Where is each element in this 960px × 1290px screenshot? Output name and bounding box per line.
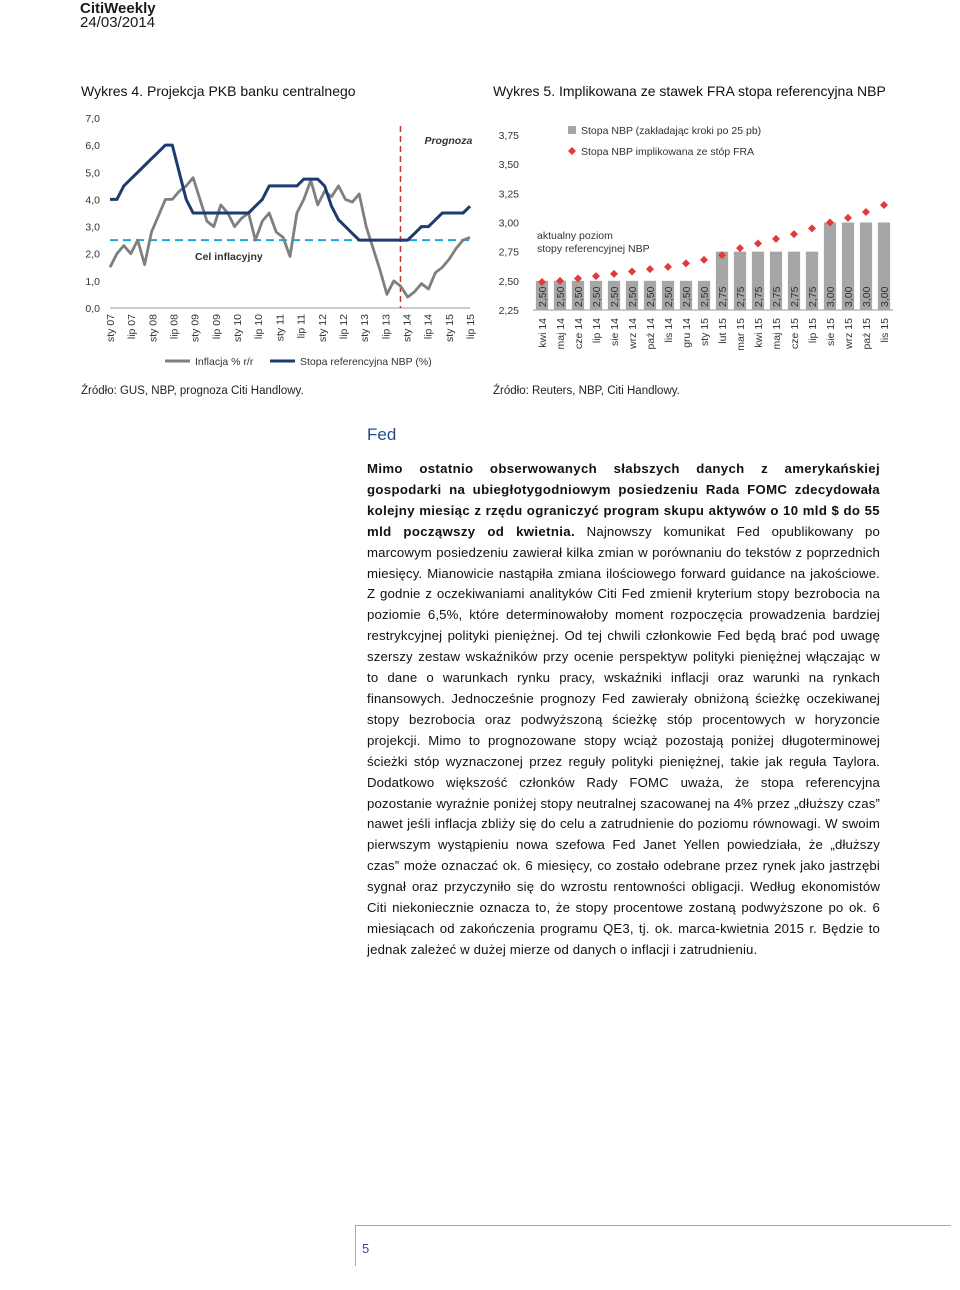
x-tick-label: kwi 14 [537, 318, 549, 348]
y-tick-label: 2,50 [498, 275, 519, 288]
y-tick-label: 3,50 [498, 159, 519, 172]
fra-point [700, 256, 708, 264]
y-tick-label: 2,75 [498, 246, 519, 259]
y-tick-label: 4,0 [85, 194, 100, 207]
x-tick-label: gru 14 [681, 318, 693, 348]
x-tick-label: sty 08 [147, 314, 160, 343]
legend-swatch-bars [568, 126, 576, 134]
bar-value-label: 2,50 [573, 286, 585, 307]
legend-label-nbp-rate: Stopa referencyjna NBP (%) [300, 356, 432, 368]
x-tick-label: lip 13 [380, 314, 393, 340]
x-tick-label: wrz 15 [843, 318, 855, 349]
page-footer-frame [355, 1225, 951, 1266]
x-tick-label: sty 13 [359, 314, 372, 343]
y-tick-label: 3,75 [498, 130, 519, 142]
bar-value-label: 2,50 [555, 286, 567, 307]
x-tick-label: maj 14 [555, 318, 567, 350]
x-tick-label: wrz 14 [627, 318, 639, 349]
bar-value-label: 2,75 [771, 286, 783, 307]
legend-label-bars: Stopa NBP (zakładając kroki po 25 pb) [581, 125, 762, 137]
fra-point [664, 263, 672, 271]
chart-inflation-rate [70, 108, 490, 378]
bar-value-label: 3,00 [879, 286, 891, 307]
y-tick-label: 1,0 [85, 275, 100, 288]
y-tick-label: 5,0 [85, 167, 100, 180]
fra-point [628, 268, 636, 276]
fra-point [736, 244, 744, 252]
bar-value-label: 2,50 [537, 286, 549, 307]
legend-label-inflation: Inflacja % r/r [195, 356, 254, 368]
fra-point [790, 230, 798, 238]
page-number: 5 [362, 1241, 370, 1256]
x-tick-label: lip 14 [591, 318, 603, 344]
y-tick-label: 2,0 [85, 248, 100, 261]
report-date: 24/03/2014 [80, 14, 156, 31]
x-tick-label: cze 15 [789, 318, 801, 349]
x-tick-label: lip 11 [295, 314, 308, 339]
x-tick-label: lis 14 [663, 318, 675, 343]
fra-point [880, 201, 888, 209]
inflation-target-label: Cel inflacyjny [195, 251, 263, 264]
x-tick-label: paź 14 [645, 318, 657, 350]
x-tick-label: lut 15 [717, 318, 729, 344]
x-tick-label: lip 08 [168, 314, 181, 340]
x-tick-label: mar 15 [735, 318, 747, 351]
bar-value-label: 2,75 [753, 286, 765, 307]
section-lead: Mimo ostatnio obserwowanych słabszych danych z amerykańskiej gospodarki na ubiegłotygodniowym posiedzeniu Rada FOMC zdecydowała kolejny miesiąc z rzędu ograniczyć program skupu aktywów o 10 mld $ do 55 mld począwszy od kwietnia. [367, 461, 880, 539]
fra-point [844, 214, 852, 222]
x-tick-label: lip 07 [126, 314, 139, 340]
x-tick-label: sty 11 [274, 314, 287, 342]
fra-point [592, 272, 600, 280]
bar-value-label: 2,75 [717, 286, 729, 307]
x-tick-label: lip 12 [337, 314, 350, 340]
bar-value-label: 2,50 [627, 286, 639, 307]
bar-value-label: 2,50 [591, 286, 603, 307]
x-tick-label: sty 09 [189, 314, 202, 343]
bar-value-label: 2,50 [609, 286, 621, 307]
fra-point [754, 240, 762, 248]
bar-value-label: 3,00 [861, 286, 873, 307]
fra-point [772, 235, 780, 243]
figure4-title: Wykres 4. Projekcja PKB banku centralnego [81, 83, 356, 99]
y-tick-label: 2,25 [498, 305, 519, 317]
y-tick-label: 6,0 [85, 140, 100, 153]
forecast-label: Prognoza [424, 135, 473, 147]
y-tick-label: 0,0 [85, 303, 100, 315]
bar-value-label: 2,50 [645, 286, 657, 307]
section-title: Fed [367, 425, 397, 444]
x-tick-label: sie 14 [609, 318, 621, 347]
y-tick-label: 7,0 [85, 113, 100, 125]
x-tick-label: lip 09 [210, 314, 223, 340]
x-tick-label: kwi 15 [753, 318, 765, 348]
figure5-title: Wykres 5. Implikowana ze stawek FRA stopa referencyjna NBP [493, 83, 886, 99]
x-tick-label: lip 15 [465, 314, 477, 340]
bar-value-label: 3,00 [843, 286, 855, 307]
series-inflation-line [110, 178, 470, 297]
bar-value-label: 2,75 [807, 286, 819, 307]
bar-value-label: 2,50 [681, 286, 693, 307]
figure4-source: Źródło: GUS, NBP, prognoza Citi Handlowy. [81, 385, 304, 397]
y-tick-label: 3,0 [85, 221, 100, 234]
y-tick-label: 3,00 [498, 217, 519, 230]
x-tick-label: sty 10 [232, 314, 245, 343]
x-tick-label: lip 14 [422, 314, 435, 340]
x-tick-label: sty 14 [401, 314, 414, 343]
legend-label-points: Stopa NBP implikowana ze stóp FRA [581, 146, 755, 158]
report-title: CitiWeekly [80, 0, 156, 17]
series-nbp-rate-line [110, 145, 470, 240]
current-level-annotation-line1: aktualny poziom [537, 230, 613, 242]
bar-value-label: 2,50 [663, 286, 675, 307]
chart-fra-implied-rate [488, 108, 908, 378]
legend-swatch-points [568, 147, 576, 155]
bar-value-label: 2,75 [789, 286, 801, 307]
section-body [367, 459, 880, 961]
bar-value-label: 2,50 [699, 286, 711, 307]
fra-point [862, 208, 870, 216]
x-tick-label: cze 14 [573, 318, 585, 349]
fra-point [682, 259, 690, 267]
x-tick-label: sty 12 [316, 314, 329, 343]
x-tick-label: lip 10 [253, 314, 266, 340]
fra-point [808, 224, 816, 232]
x-tick-label: sty 15 [443, 314, 456, 343]
fra-point [610, 270, 618, 278]
x-tick-label: paź 15 [861, 318, 873, 350]
fra-point [646, 265, 654, 273]
x-tick-label: sty 15 [699, 318, 711, 347]
x-tick-label: lip 15 [807, 318, 819, 344]
x-tick-label: sty 07 [105, 314, 117, 343]
current-level-annotation-line2: stopy referencyjnej NBP [537, 243, 650, 255]
section-paragraph: Najnowszy komunikat Fed opublikowany po marcowym posiedzeniu zawierał kilka zmian w porównaniu do tekstów z poprzednich miesięcy. Mianowicie nastąpiła zmiana ilościowego forward guidance na jakościowe. Z godnie z oczekiwaniami analityków Citi Fed zmienił kryterium stopy bezrobocia na poziomie 6,5%, które determinowałoby moment rozpoczęcia prowadzenia bardziej restrykcyjnej polityki pieniężnej. Od tej chwili członkowie Fed będą brać pod uwagę szerszy zestaw wskaźników przy ocenie perspektyw polityki pieniężnej włączając w to dane o warunkach rynku pracy, wskaźniki inflacji oraz warunki na rynkach finansowych. Jednocześnie prognozy Fed zawierały obniżoną ścieżkę oczekiwanej stopy bezrobocia oraz podwyższoną ścieżkę stóp procentowych w horyzoncie projekcji. Mimo to prognozowane stopy wciąż pozostają poniżej długoterminowej ścieżki stóp wyznaczonej przez reguły polityki pieniężnej, takie jak reguła Taylora. Dodatkowo większość członków Rady FOMC uważa, że stopa referencyjna pozostanie wyraźnie poniżej stopy neutralnej szacowanej na 4% przez „dłuższy czas” nawet jeśli inflacja zbliży się do celu a zatrudnienie do poziomu równowagi. W swoim pierwszym wystąpieniu nowa szefowa Fed Janet Yellen powiedziała, że „dłuższy czas” może oznaczać ok. 6 miesięcy, co zostało odebrane przez rynek jako jastrzębi sygnał oraz przyczyniło się do wzrostu rentowności obligacji. Według ekonomistów Citi niekoniecznie oznacza to, że stopy procentowe zostaną podwyższone po ok. 6 miesiącach od zakończenia programu QE3, tj. ok. marca-kwietnia 2015 r. Będzie to jednak zależeć w dużej mierze od danych o inflacji i zatrudnieniu. [367, 523, 880, 957]
figure5-source: Źródło: Reuters, NBP, Citi Handlowy. [493, 385, 680, 397]
y-tick-label: 3,25 [498, 188, 519, 201]
bar-value-label: 2,75 [735, 286, 747, 307]
x-tick-label: lis 15 [879, 318, 891, 343]
x-tick-label: sie 15 [825, 318, 837, 347]
bar-value-label: 3,00 [825, 286, 837, 307]
x-tick-label: maj 15 [771, 318, 783, 350]
